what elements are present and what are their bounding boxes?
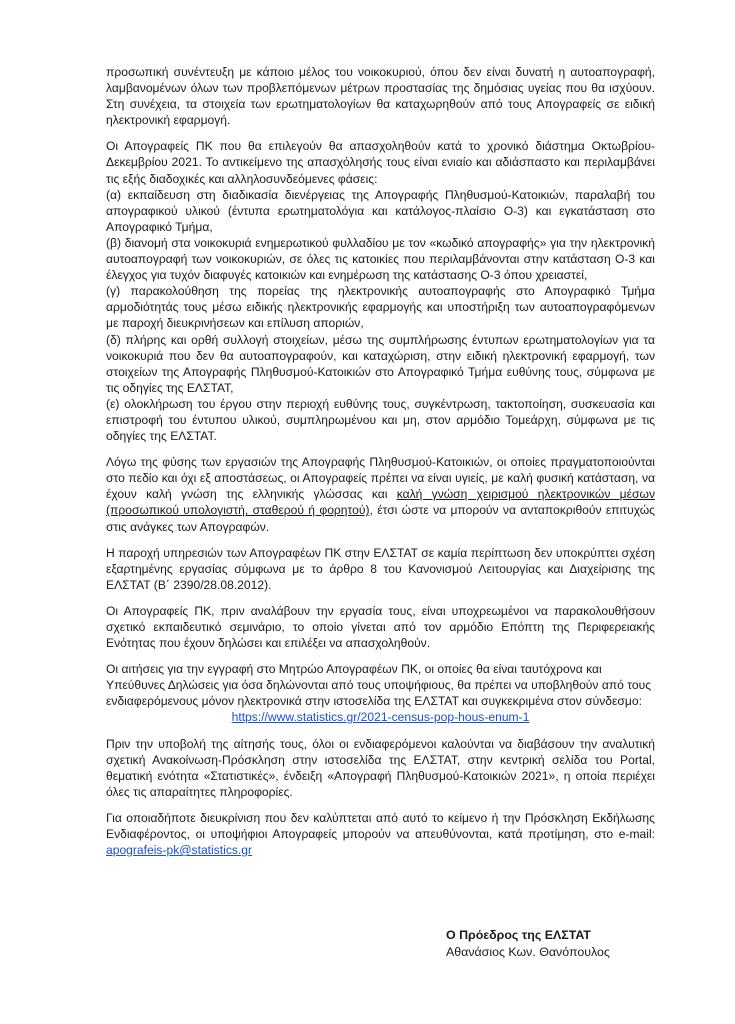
phase-item-c: (γ) παρακολούθηση της πορείας της ηλεκτρονικής αυτοαπογραφής στο Απογραφικό Τμήμα αρμοδιότητάς τους μέσω ειδικής ηλεκτρονικής εφαρμογής και υποστήριξη των αυτοαπογραφόμενων με παροχή διευκρινήσεων και επίλυση αποριών, [106,284,655,331]
intro-paragraph: προσωπική συνέντευξη με κάποιο μέλος του νοικοκυριού, όπου δεν είναι δυνατή η αυτοαπογραφή, λαμβανομένων όλων των προβλεπόμενων μέτρων προστασίας της δημόσιας υγείας που θα ισχύουν. Στη συνέχεια, τα στοιχεία των ερωτηματολογίων θα καταχωρηθούν από τους Απογραφείς σε ειδική ηλεκτρονική εφαρμογή. [106,65,655,128]
announcement-paragraph: Πριν την υποβολή της αίτησής τους, όλοι οι ενδιαφερόμενοι καλούνται να διαβάσουν την αναλυτική σχετική Ανακοίνωση-Πρόσκληση στην ιστοσελίδα της ΕΛΣΤΑΤ, στην κεντρική σελίδα του Portal, θεματική ενότητα «Στατιστικές», ένδειξη «Απογραφή Πληθυσμού-Κατοικιών 2021», η οποία περιέχει όλες τις απαραίτητες πληροφορίες. [106,736,655,799]
requirements-paragraph [106,454,655,534]
requirements-text: Λόγω της φύσης των εργασιών της Απογραφής Πληθυσμού-Κατοικιών, οι οποίες πραγματοποιούνται στο πεδίο και όχι εξ αποστάσεως, οι Απογραφείς πρέπει να είναι υγιείς, με καλή φυσική κατάσταση, να έχουν καλή γνώση της ελληνικής γλώσσας και [106,455,655,502]
applications-paragraph: Οι αιτήσεις για την εγγραφή στο Μητρώο Απογραφέων ΠΚ, οι οποίες θα είναι ταυτόχρονα και Υπεύθυνες Δηλώσεις για όσα δηλώνονται από τους υποψήφιους, θα πρέπει να υποβληθούν από τους ενδιαφερόμενους μόνον ηλεκτρονικά στην ιστοσελίδα της ΕΛΣΤΑΤ και συγκεκριμένα στον σύνδεσμο: [106,662,652,709]
contact-email-link[interactable]: apografeis-pk@statistics.gr [106,843,253,858]
registration-link[interactable]: https://www.statistics.gr/2021-census-pop-hous-enum-1 [231,710,530,725]
period-paragraph: Οι Απογραφείς ΠΚ που θα επιλεγούν θα απασχοληθούν κατά το χρονικό διάστημα Οκτωβρίου-Δεκεμβρίου 2021. Το αντικείμενο της απασχόλησής τους είναι ενιαίο και αδιάσπαστο και περιλαμβάνει τις εξής διαδοχικές και αλληλοσυνδεόμενες φάσεις: [106,139,655,186]
phase-item-e: (ε) ολοκλήρωση του έργου στην περιοχή ευθύνης τους, συγκέντρωση, τακτοποίηση, συσκευασία και επιστροφή του έντυπου υλικού, συμπληρωμένου και μη, στον αρμόδιο Τομεάρχη, σύμφωνα με τις οδηγίες της ΕΛΣΤΑΤ. [106,396,655,444]
phase-item-a: (α) εκπαίδευση στη διαδικασία διενέργειας της Απογραφής Πληθυσμού-Κατοικιών, παραλαβή του απογραφικού υλικού (έντυπα ερωτηματολόγια και κατάλογος-πλαίσιο Ο-3) και εγκατάσταση στο Απογραφικό Τμήμα, [106,187,655,234]
contact-text: Για οποιαδήποτε διευκρίνιση που δεν καλύπτεται από αυτό το κείμενο ή την Πρόσκληση Εκδήλωσης Ενδιαφέροντος, οι υποψήφιοι Απογραφείς μπορούν να απευθύνονται, κατά προτίμηση, στο e-mail: [106,810,655,842]
signature-title: Ο Πρόεδρος της ΕΛΣΤΑΤ [446,928,591,942]
requirements-text-end: , έτσι ώστε να μπορούν να ανταποκριθούν επιτυχώς στις ανάγκες των Απογραφών. [106,503,655,534]
employment-relation-paragraph: Η παροχή υπηρεσιών των Απογραφέων ΠΚ στην ΕΛΣΤΑΤ σε καμία περίπτωση δεν υποκρύπτει σχέση εξαρτημένης εργασίας σύμφωνα με το άρθρο 8 του Κανονισμού Λειτουργίας και Διαχείρισης της ΕΛΣΤΑΤ (Β΄ 2390/28.08.2012). [106,545,655,592]
signature-block [446,927,646,961]
signature-name: Αθανάσιος Κων. Θανόπουλος [446,945,610,959]
phase-item-b: (β) διανομή στα νοικοκυριά ενημερωτικού φυλλαδίου με τον «κωδικό απογραφής» για την ηλεκτρονική αυτοαπογραφή των νοικοκυριών, σε όλες τις κατοικίες που περιλαμβάνονται στην κατάσταση Ο-3 και έλεγχος για τυχόν διαφυγές κατοικιών και ενημέρωση της κατάστασης Ο-3 όπου χρειαστεί, [106,235,655,283]
document-body [106,64,655,858]
requirements-underlined-text: καλή γνώση χειρισμού ηλεκτρονικών μέσων (προσωπικού υπολογιστή, σταθερού ή φορητού) [106,487,655,518]
phase-item-d: (δ) πλήρης και ορθή συλλογή στοιχείων, μέσω της συμπλήρωσης έντυπων ερωτηματολογίων για τα νοικοκυριά που δεν θα αυτοαπογραφούν, και καταχώριση, στην ειδική ηλεκτρονική εφαρμογή, των στοιχείων της Απογραφής Πληθυσμού-Κατοικιών στο Απογραφικό Τμήμα ευθύνης τους, σύμφωνα με τις οδηγίες της ΕΛΣΤΑΤ, [106,332,655,395]
registration-link-line [106,709,655,725]
contact-paragraph [106,810,655,858]
training-paragraph: Οι Απογραφείς ΠΚ, πριν αναλάβουν την εργασία τους, είναι υποχρεωμένοι να παρακολουθήσουν σχετικό εκπαιδευτικό σεμινάριο, το οποίο γίνεται από τον αρμόδιο Επόπτη της Περιφερειακής Ενότητας που έχουν δηλώσει και επιλέξει να απασχοληθούν. [106,603,655,651]
